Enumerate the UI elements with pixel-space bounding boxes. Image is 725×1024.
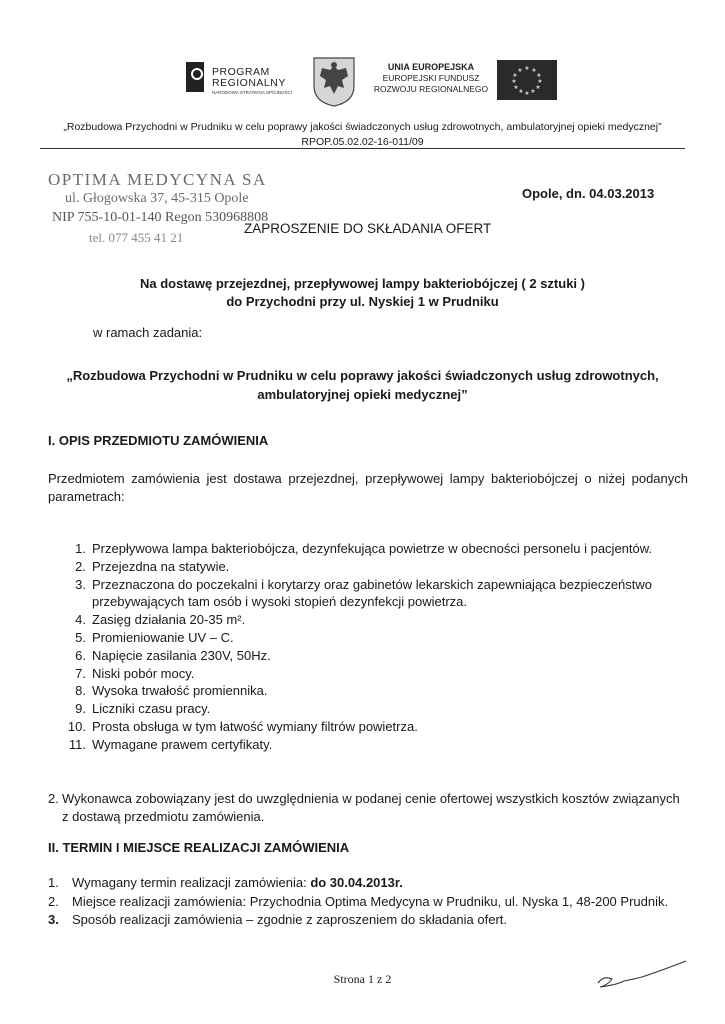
subject-line2: do Przychodni przy ul. Nyskiej 1 w Prudniku <box>226 294 499 309</box>
section2-heading: II. TERMIN I MIEJSCE REALIZACJI ZAMÓWIENIA <box>48 840 350 855</box>
stamp-address: ul. Głogowska 37, 45-315 Opole <box>65 191 249 206</box>
list-item-number: 5. <box>75 629 86 645</box>
list-item-text: Wymagane prawem certyfikaty. <box>92 736 273 752</box>
program-logo-line1: PROGRAM <box>212 66 270 78</box>
point2-text: Wykonawca zobowiązany jest do uwzględnienia w podanej cenie ofertowej wszystkich kosztów związanych z dostawą przedmiotu zamówienia. <box>62 791 680 824</box>
header-divider <box>40 148 685 149</box>
list-item-number: 7. <box>75 665 86 681</box>
list-item-text: Zasięg działania 20-35 m². <box>92 612 246 628</box>
list-item-text: Przejezdna na statywie. <box>92 558 230 574</box>
list-item-number: 8. <box>75 683 86 699</box>
list-item-text: Prosta obsługa w tym łatwość wymiany filtrów powietrza. <box>92 718 418 734</box>
svg-text:★: ★ <box>537 78 543 85</box>
svg-text:★: ★ <box>531 67 537 74</box>
list-item-text: Wymagany termin realizacji zamówienia: <box>72 875 311 890</box>
program-regionalny-mark-icon <box>186 62 204 92</box>
svg-text:★: ★ <box>511 78 517 85</box>
svg-text:★: ★ <box>530 88 536 95</box>
point2-number: 2. <box>48 791 59 806</box>
eu-flag-icon <box>497 60 557 100</box>
list-item-number: 1. <box>48 875 59 890</box>
list-item <box>48 911 688 930</box>
header-project-info <box>40 120 685 150</box>
stamp-ids: NIP 755-10-01-140 Regon 530968808 <box>52 210 269 225</box>
list-item <box>48 576 688 612</box>
subject-line1: Na dostawę przejezdnej, przepływowej lampy bakteriobójczej ( 2 sztuki ) <box>139 276 585 291</box>
svg-text:★: ★ <box>524 90 530 97</box>
deadline-value: do 30.04.2013r. <box>310 875 403 890</box>
list-item-text: Liczniki czasu pracy. <box>92 701 211 717</box>
section1-intro: Przedmiotem zamówienia jest dostawa przejezdnej, przepływowej lampy bakteriobójczej o niżej podanych parametrach: <box>48 471 688 504</box>
list-item-number: 6. <box>75 647 86 663</box>
list-item <box>48 874 688 893</box>
project-line1: „Rozbudowa Przychodni w Prudniku w celu poprawy jakości świadczonych usług zdrowotnych, <box>66 368 659 383</box>
list-item-text: Przeznaczona do poczekalni i korytarzy oraz gabinetów lekarskich zapewniająca bezpieczeństwo przebywających tam osób i wysoki stopień dezynfekcji powietrza. <box>92 576 653 610</box>
svg-text:★: ★ <box>536 72 542 79</box>
list-item-number: 2. <box>75 558 86 574</box>
list-item-number: 2. <box>48 893 59 909</box>
list-item-text: Niski pobór mocy. <box>92 665 195 681</box>
eu-label-line2: EUROPEJSKI FUNDUSZ <box>382 73 480 83</box>
list-item <box>48 611 688 629</box>
program-regionalny-logo <box>186 60 296 100</box>
page-number: Strona 1 z 2 <box>333 972 392 986</box>
list-item <box>48 665 688 683</box>
document-title: ZAPROSZENIE DO SKŁADANIA OFERT <box>244 221 492 236</box>
svg-text:★: ★ <box>535 84 541 91</box>
eu-label-line3: ROZWOJU REGIONALNEGO <box>373 84 489 94</box>
list-item-number: 1. <box>75 541 86 556</box>
list-item-number: 3. <box>75 576 86 592</box>
svg-text:★: ★ <box>524 65 530 72</box>
list-item <box>48 718 688 736</box>
list-item-text: Napięcie zasilania 230V, 50Hz. <box>92 647 271 663</box>
svg-text:★: ★ <box>512 72 518 79</box>
list-item-text: Wysoka trwałość promiennika. <box>92 683 268 699</box>
list-item <box>48 558 688 576</box>
list-item <box>48 682 688 700</box>
header-project-title: „Rozbudowa Przychodni w Prudniku w celu poprawy jakości świadczonych usług zdrowotnych, ambulatoryjnej opieki medycznej” <box>63 121 662 133</box>
polish-eagle-emblem-icon <box>312 56 356 108</box>
list-item-number: 9. <box>75 701 86 717</box>
signature-icon <box>590 955 690 995</box>
terms-list <box>48 874 688 930</box>
company-stamp <box>48 170 288 250</box>
list-item <box>48 540 688 558</box>
list-item-number: 11. <box>68 736 86 752</box>
list-item-number: 3. <box>48 912 59 927</box>
list-item-text: Miejsce realizacji zamówienia: Przychodnia Optima Medycyna w Prudniku, ul. Nyska 1, 48-200 Prudnik. <box>72 893 669 909</box>
svg-text:★: ★ <box>517 67 523 74</box>
subject-block <box>40 275 685 311</box>
eu-fund-label <box>372 62 490 94</box>
stamp-phone: tel. 077 455 41 21 <box>89 230 184 245</box>
eu-label-line1: UNIA EUROPEJSKA <box>387 62 475 72</box>
parameters-list <box>48 540 688 754</box>
project-line2: ambulatoryjnej opieki medycznej” <box>257 387 468 402</box>
list-item <box>48 893 688 912</box>
list-item-text: Przepływowa lampa bakteriobójcza, dezynfekująca powietrze w obecności personelu i pacjentów. <box>92 541 653 556</box>
stamp-company-name: OPTIMA MEDYCYNA SA <box>48 170 267 189</box>
list-item <box>48 736 688 754</box>
list-item <box>48 647 688 665</box>
program-logo-line2: REGIONALNY <box>212 77 286 89</box>
program-logo-line3: NARODOWA STRATEGIA SPÓJNOŚCI <box>212 90 293 95</box>
document-date: Opole, dn. 04.03.2013 <box>522 186 655 201</box>
list-item-number: 10. <box>67 718 86 734</box>
svg-text:★: ★ <box>513 84 519 91</box>
header-project-code: RPOP.05.02.02-16-011/09 <box>301 136 424 148</box>
project-name-block <box>40 366 685 404</box>
task-intro: w ramach zadania: <box>93 325 203 340</box>
list-item-number: 4. <box>75 612 86 628</box>
section1-point2 <box>48 790 688 826</box>
svg-text:★: ★ <box>518 88 524 95</box>
section1-heading: I. OPIS PRZEDMIOTU ZAMÓWIENIA <box>48 433 269 448</box>
list-item-text: Promieniowanie UV – C. <box>92 629 234 645</box>
list-item <box>48 629 688 647</box>
list-item-text: Sposób realizacji zamówienia – zgodnie z zaproszeniem do składania ofert. <box>72 912 508 927</box>
list-item <box>48 700 688 718</box>
